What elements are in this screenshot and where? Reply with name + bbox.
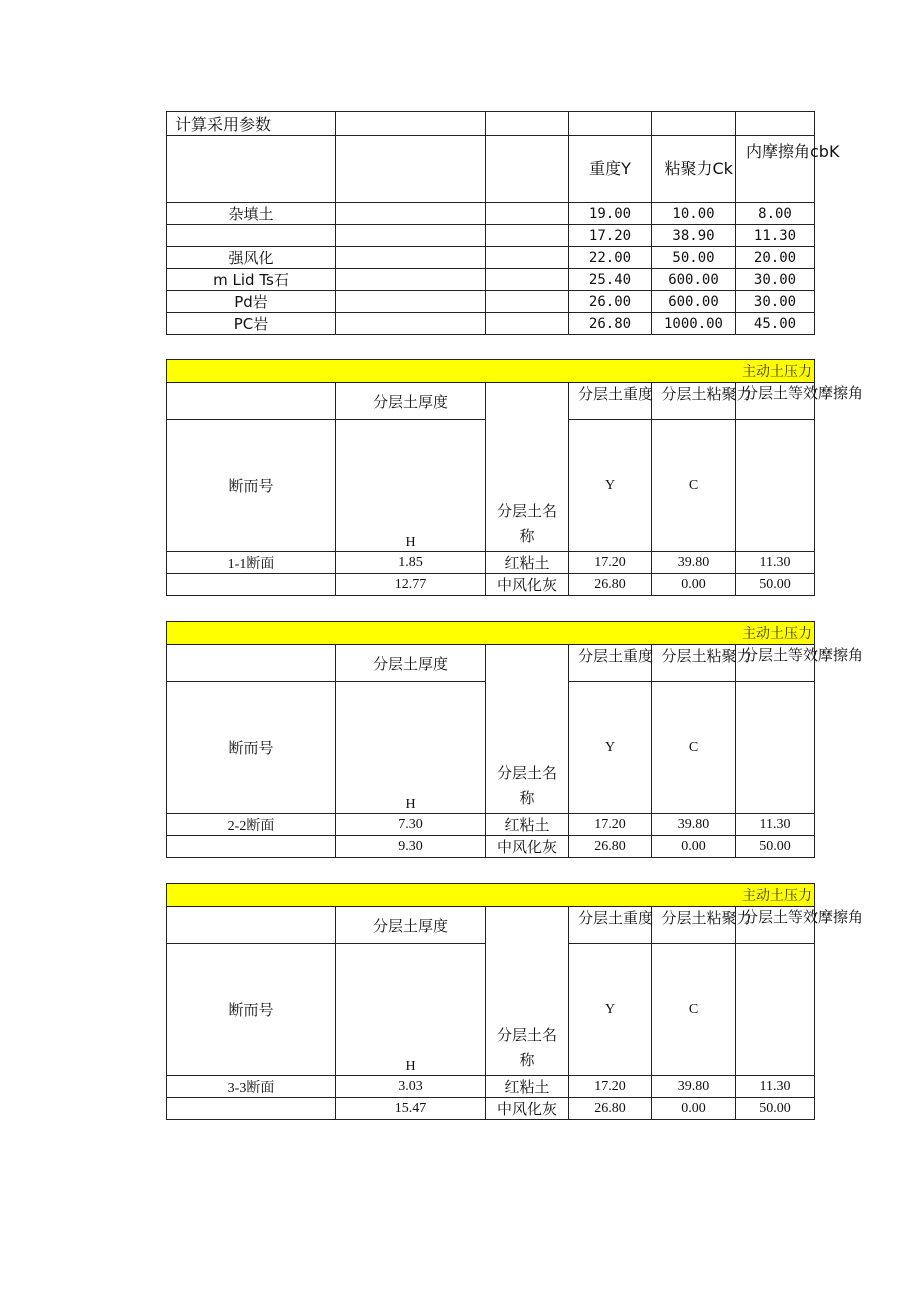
section-label: 1-1断面 bbox=[167, 552, 336, 574]
section-table-2 bbox=[166, 621, 864, 858]
table-row bbox=[167, 836, 815, 858]
active-earth-pressure-band: 主动土压力 bbox=[167, 884, 815, 907]
table-row bbox=[167, 1098, 815, 1120]
friction-value: 50.00 bbox=[736, 574, 815, 596]
active-earth-pressure-band: 主动土压力 bbox=[167, 622, 815, 645]
soil-name: m Lid Ts石 bbox=[167, 269, 336, 291]
gamma-value: 25.40 bbox=[569, 269, 652, 291]
section-label bbox=[167, 1098, 336, 1120]
cohesion-value: 38.90 bbox=[652, 225, 736, 247]
header-section-no: 断而号 bbox=[167, 682, 336, 814]
section-label bbox=[167, 836, 336, 858]
cohesion-value: 0.00 bbox=[652, 574, 736, 596]
cohesion-value: 600.00 bbox=[652, 269, 736, 291]
header-friction: 分层土等效摩擦角 bbox=[736, 383, 815, 420]
table-row bbox=[167, 313, 815, 335]
gamma-value: 26.00 bbox=[569, 291, 652, 313]
header-cohesion: 粘聚力Ck bbox=[652, 136, 736, 203]
params-title: 计算采用参数 bbox=[167, 112, 336, 136]
header-h: H bbox=[336, 420, 486, 552]
table-row bbox=[167, 1076, 815, 1098]
header-friction: 分层土等效摩擦角 bbox=[736, 907, 815, 944]
cohesion-value: 39.80 bbox=[652, 814, 736, 836]
gamma-value: 17.20 bbox=[569, 225, 652, 247]
header-cohesion: 分层土粘聚力 bbox=[652, 907, 736, 944]
header-soil-name: 分层土名称 bbox=[486, 907, 569, 1076]
gamma-value: 22.00 bbox=[569, 247, 652, 269]
cohesion-value: 39.80 bbox=[652, 552, 736, 574]
friction-value: 11.30 bbox=[736, 225, 815, 247]
friction-value: 45.00 bbox=[736, 313, 815, 335]
header-soil-name: 分层土名称 bbox=[486, 645, 569, 814]
table-row bbox=[167, 814, 815, 836]
gamma-value: 26.80 bbox=[569, 574, 652, 596]
soil-name: 杂填土 bbox=[167, 203, 336, 225]
soil-name bbox=[167, 225, 336, 247]
friction-value: 11.30 bbox=[736, 552, 815, 574]
soil-name: Pd岩 bbox=[167, 291, 336, 313]
table-row bbox=[167, 247, 815, 269]
section-table-1 bbox=[166, 359, 864, 596]
header-unit-weight: 分层土重度 bbox=[569, 645, 652, 682]
section-label: 3-3断面 bbox=[167, 1076, 336, 1098]
gamma-value: 17.20 bbox=[569, 552, 652, 574]
header-h: H bbox=[336, 682, 486, 814]
friction-value: 50.00 bbox=[736, 836, 815, 858]
header-gamma: 重度Y bbox=[569, 136, 652, 203]
thickness-value: 3.03 bbox=[336, 1076, 486, 1098]
thickness-value: 1.85 bbox=[336, 552, 486, 574]
section-label: 2-2断面 bbox=[167, 814, 336, 836]
section-table-3 bbox=[166, 883, 864, 1120]
header-thickness: 分层土厚度 bbox=[336, 383, 486, 420]
params-table bbox=[166, 111, 840, 335]
header-c: C bbox=[652, 420, 736, 552]
header-h: H bbox=[336, 944, 486, 1076]
header-soil-name: 分层土名称 bbox=[486, 383, 569, 552]
soil-name: 红粘土 bbox=[486, 1076, 569, 1098]
gamma-value: 26.80 bbox=[569, 1098, 652, 1120]
gamma-value: 26.80 bbox=[569, 313, 652, 335]
friction-value: 50.00 bbox=[736, 1098, 815, 1120]
gamma-value: 26.80 bbox=[569, 836, 652, 858]
soil-name: PC岩 bbox=[167, 313, 336, 335]
table-row bbox=[167, 203, 815, 225]
header-friction: 内摩擦角cbK bbox=[736, 136, 815, 203]
cohesion-value: 39.80 bbox=[652, 1076, 736, 1098]
friction-value: 8.00 bbox=[736, 203, 815, 225]
header-gamma: Y bbox=[569, 682, 652, 814]
header-thickness: 分层土厚度 bbox=[336, 645, 486, 682]
table-row bbox=[167, 574, 815, 596]
table-row bbox=[167, 269, 815, 291]
soil-name: 红粘土 bbox=[486, 814, 569, 836]
header-unit-weight: 分层土重度 bbox=[569, 383, 652, 420]
table-row bbox=[167, 552, 815, 574]
gamma-value: 17.20 bbox=[569, 814, 652, 836]
thickness-value: 9.30 bbox=[336, 836, 486, 858]
soil-name: 红粘土 bbox=[486, 552, 569, 574]
cohesion-value: 0.00 bbox=[652, 1098, 736, 1120]
cohesion-value: 1000.00 bbox=[652, 313, 736, 335]
friction-value: 30.00 bbox=[736, 269, 815, 291]
cohesion-value: 10.00 bbox=[652, 203, 736, 225]
thickness-value: 7.30 bbox=[336, 814, 486, 836]
soil-name: 中风化灰 bbox=[486, 836, 569, 858]
header-section-no: 断而号 bbox=[167, 420, 336, 552]
header-friction: 分层土等效摩擦角 bbox=[736, 645, 815, 682]
soil-name: 中风化灰 bbox=[486, 574, 569, 596]
friction-value: 20.00 bbox=[736, 247, 815, 269]
cohesion-value: 50.00 bbox=[652, 247, 736, 269]
thickness-value: 12.77 bbox=[336, 574, 486, 596]
header-cohesion: 分层土粘聚力 bbox=[652, 383, 736, 420]
soil-name: 强风化 bbox=[167, 247, 336, 269]
gamma-value: 17.20 bbox=[569, 1076, 652, 1098]
header-unit-weight: 分层土重度 bbox=[569, 907, 652, 944]
header-gamma: Y bbox=[569, 944, 652, 1076]
cohesion-value: 600.00 bbox=[652, 291, 736, 313]
gamma-value: 19.00 bbox=[569, 203, 652, 225]
header-c: C bbox=[652, 682, 736, 814]
header-c: C bbox=[652, 944, 736, 1076]
table-row bbox=[167, 225, 815, 247]
friction-value: 11.30 bbox=[736, 1076, 815, 1098]
header-gamma: Y bbox=[569, 420, 652, 552]
friction-value: 11.30 bbox=[736, 814, 815, 836]
cohesion-value: 0.00 bbox=[652, 836, 736, 858]
section-label bbox=[167, 574, 336, 596]
soil-name: 中风化灰 bbox=[486, 1098, 569, 1120]
header-thickness: 分层土厚度 bbox=[336, 907, 486, 944]
friction-value: 30.00 bbox=[736, 291, 815, 313]
active-earth-pressure-band: 主动土压力 bbox=[167, 360, 815, 383]
header-section-no: 断而号 bbox=[167, 944, 336, 1076]
table-row bbox=[167, 291, 815, 313]
header-cohesion: 分层土粘聚力 bbox=[652, 645, 736, 682]
thickness-value: 15.47 bbox=[336, 1098, 486, 1120]
